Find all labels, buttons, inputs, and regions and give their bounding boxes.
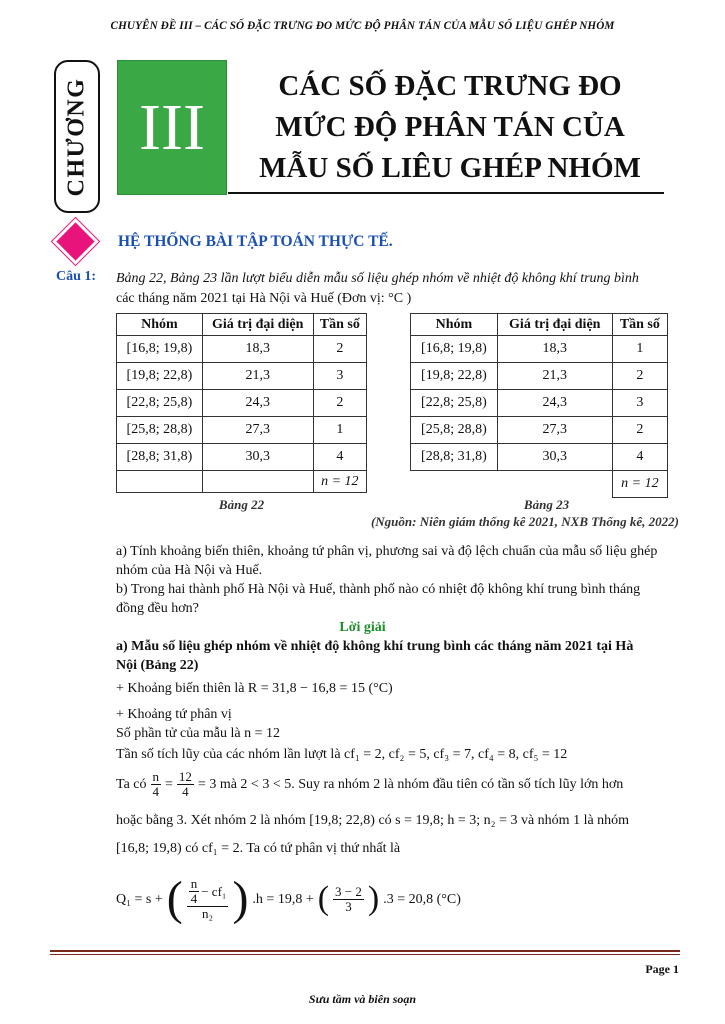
cell: 27,3 [497, 417, 612, 444]
solution-a-1: a) Mẫu số liệu ghép nhóm về nhiệt độ không khí trung bình các tháng năm 2021 tại Hà [116, 639, 634, 654]
frac-den: 4 [182, 784, 189, 799]
cell: 30,3 [202, 444, 313, 471]
table-row [117, 417, 367, 444]
title-line-2: MỨC ĐỘ PHÂN TÁN CỦA [275, 111, 625, 143]
title-underline [228, 192, 664, 194]
table-row [411, 417, 668, 444]
table-row [411, 390, 668, 417]
chapter-label: CHƯƠNG [63, 77, 90, 196]
cell: [22,8; 25,8) [411, 390, 498, 417]
solution-label: Lời giải [339, 620, 386, 635]
page-number: Page 1 [645, 962, 679, 976]
cell: [19,8; 22,8) [411, 363, 498, 390]
cell: 2 [313, 336, 366, 363]
q1-main-den: n₂ [202, 906, 214, 921]
source-note: (Nguồn: Niên giám thống kê 2021, NXB Thống kê, 2022) [370, 514, 679, 529]
table-total-row [411, 471, 668, 498]
fraction-n-over-4 [151, 770, 162, 799]
total-cell: n = 12 [313, 471, 366, 493]
q1-mid: .h = 19,8 + [252, 891, 314, 907]
question-intro-1: Bảng 22, Bảng 23 lần lượt biểu diễn mẫu số liệu ghép nhóm về nhiệt độ không khí trung bình [116, 271, 639, 286]
table-row [117, 336, 367, 363]
cell: 18,3 [202, 336, 313, 363]
table-row [411, 363, 668, 390]
table-row [117, 363, 367, 390]
fraction-n-over-4 [189, 877, 200, 906]
cell: 4 [313, 444, 366, 471]
solution-a-2: Nội (Bảng 22) [116, 658, 199, 673]
col-header: Tần số [612, 314, 667, 336]
footer-rule [50, 950, 680, 952]
col-header: Giá trị đại diện [202, 314, 313, 336]
cell: 2 [612, 417, 667, 444]
group1-line: [16,8; 19,8) có cf₁ = 2. Ta có tứ phân vị thứ nhất là [116, 841, 401, 856]
q1-main-num [187, 877, 229, 907]
cell: 30,3 [497, 444, 612, 471]
frac-num: n [152, 769, 160, 784]
frac-den: 4 [152, 784, 160, 799]
chapter-number: III [117, 60, 227, 195]
table-row [411, 336, 668, 363]
title-line-3: MẪU SỐ LIÊU GHÉP NHÓM [259, 152, 641, 184]
cell: [19,8; 22,8) [117, 363, 203, 390]
question-intro-2: các tháng năm 2021 tại Hà Nội và Huế (Đơn vị: °C ) [116, 291, 412, 306]
cell: 2 [612, 363, 667, 390]
footer-credit: Sưu tầm và biên soạn [308, 992, 417, 1006]
table-23 [410, 313, 668, 498]
frac-den: 4 [190, 891, 198, 906]
q1-formula: Q₁ = s + ( $\frac{n}{4}$ − cf₁ n₂ ) .h = 19,8 + ( $\frac{3 - 2}{3}$ ) .3 = 20,8 (°C) [116, 872, 461, 925]
group-line: hoặc bằng 3. Xét nhóm 2 là nhóm [19,8; 22,8) có s = 19,8; h = 3; n₂ = 3 và nhóm 1 là nhóm [116, 813, 630, 828]
cell: [16,8; 19,8) [411, 336, 498, 363]
fraction-3minus2-over-3 [333, 885, 364, 914]
total-cell: n = 12 [612, 471, 667, 498]
q1-lhs: Q₁ = s + [116, 891, 163, 907]
chapter-label-box [54, 60, 100, 213]
cell: 4 [612, 444, 667, 471]
cell: [16,8; 19,8) [117, 336, 203, 363]
cell: 1 [612, 336, 667, 363]
q1-num-cf: − cf₁ [201, 883, 227, 899]
cumulative-frequency-line: Tần số tích lũy của các nhóm lần lượt là cf₁ = 2, cf₂ = 5, cf₃ = 7, cf₄ = 8, cf₅ = 12 [116, 747, 568, 762]
table-22-caption: Bảng 22 [218, 497, 265, 512]
cell: 1 [313, 417, 366, 444]
frac-num: n [190, 876, 198, 891]
taco-pre: Ta có [116, 777, 147, 792]
part-b-2: đồng đều hơn? [116, 601, 199, 616]
q1-main-fraction [187, 877, 229, 921]
table-23-caption: Bảng 23 [523, 497, 570, 512]
cell: [22,8; 25,8) [117, 390, 203, 417]
frac-num: 3 − 2 [335, 883, 362, 899]
part-b-1: b) Trong hai thành phố Hà Nội và Huế, thành phố nào có nhiệt độ không khí trung bình tháng [116, 582, 641, 597]
table-row [117, 444, 367, 471]
frac-den: 3 [345, 898, 352, 914]
chapter-title [240, 66, 660, 189]
title-line-1: CÁC SỐ ĐẶC TRƯNG ĐO [278, 70, 622, 102]
cell: 24,3 [202, 390, 313, 417]
quartile-position-line: Ta có $\frac{n}{4}$ = $\frac{12}{4}$ = 3 mà 2 < 3 < 5. Suy ra nhóm 2 là nhóm đầu tiên có tần số tích lũy lớn hơn [116, 769, 624, 799]
question-label: Câu 1: [56, 269, 97, 284]
table-22 [116, 313, 367, 493]
page-header: CHUYÊN ĐỀ III – CÁC SỐ ĐẶC TRƯNG ĐO MỨC ĐỘ PHÂN TÁN CỦA MẪU SỐ LIỆU GHÉP NHÓM [110, 20, 615, 32]
cell: [28,8; 31,8) [411, 444, 498, 471]
fraction-12-over-4 [177, 770, 194, 799]
cell: 24,3 [497, 390, 612, 417]
taco-post: = 3 mà 2 < 3 < 5. Suy ra nhóm 2 là nhóm đầu tiên có tần số tích lũy lớn hơn [197, 777, 624, 792]
cell: 27,3 [202, 417, 313, 444]
range-line: + Khoảng biến thiên là R = 31,8 − 16,8 = 15 (°C) [116, 681, 393, 696]
cell: 18,3 [497, 336, 612, 363]
cell: [25,8; 28,8) [117, 417, 203, 444]
cell: [28,8; 31,8) [117, 444, 203, 471]
frac-num: 12 [178, 769, 192, 784]
cell: 3 [612, 390, 667, 417]
table-row [411, 444, 668, 471]
col-header: Nhóm [411, 314, 498, 336]
cell: 3 [313, 363, 366, 390]
cell: [25,8; 28,8) [411, 417, 498, 444]
part-a-2: nhóm của Hà Nội và Huế. [116, 563, 263, 578]
table-total-row [117, 471, 367, 493]
table-row [117, 390, 367, 417]
col-header: Giá trị đại diện [497, 314, 612, 336]
cell: 2 [313, 390, 366, 417]
col-header: Tần số [313, 314, 366, 336]
diamond-icon [52, 218, 99, 265]
section-title: HỆ THỐNG BÀI TẬP TOÁN THỰC TẾ. [118, 233, 393, 250]
cell: 21,3 [497, 363, 612, 390]
iqr-line: + Khoảng tứ phân vị [116, 707, 232, 722]
q1-end: .3 = 20,8 (°C) [383, 891, 461, 907]
sample-size-line: Số phần tử của mẫu là n = 12 [116, 726, 281, 741]
footer-rule-thin [50, 954, 680, 955]
cell: 21,3 [202, 363, 313, 390]
col-header: Nhóm [117, 314, 203, 336]
part-a-1: a) Tính khoảng biến thiên, khoảng tứ phân vị, phương sai và độ lệch chuẩn của mẫu số liệu ghép [116, 544, 658, 559]
